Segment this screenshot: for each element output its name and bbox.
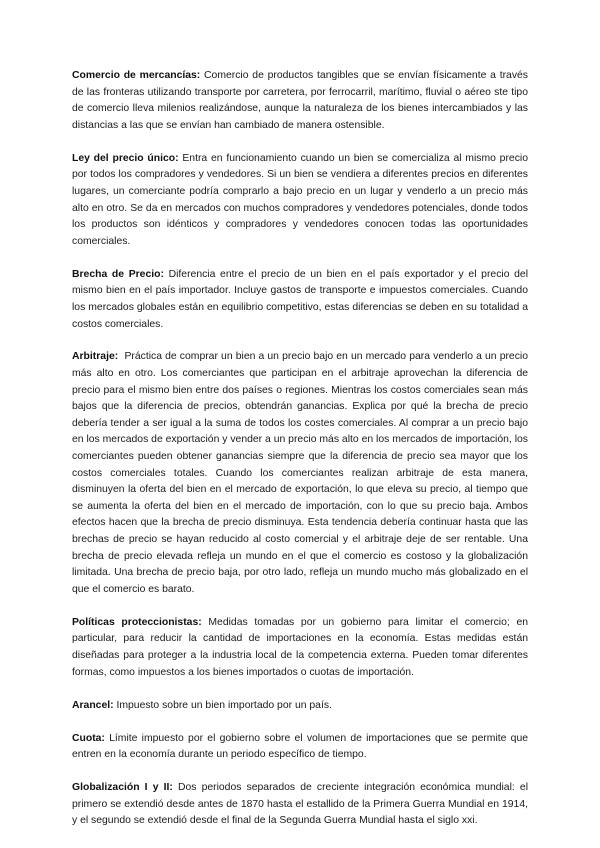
entry-definition: Medidas tomadas por un gobierno para limitar el comercio; en particular, para reducir la cantidad de importaciones en la economía. Estas medidas están diseñadas para proteger a la industria local de la competencia externa. Pueden tomar diferentes formas, como impuestos a los bienes importados o cuotas de importación. (72, 616, 529, 678)
entry-term: Arancel: (72, 699, 114, 711)
entry-term: Brecha de Precio: (72, 268, 164, 280)
glossary-entry-ley-del-precio-unico (72, 151, 528, 251)
glossary-document (72, 68, 528, 846)
entry-definition: Diferencia entre el precio de un bien en el país exportador y el precio del mismo bien en el país importador. Incluye gastos de transporte e impuestos comerciales. Cuando los mercados globales están en equilibrio competitivo, estas diferencias se deben en su totalidad a costos comerciales. (72, 268, 529, 330)
entry-term: Comercio de mercancías: (72, 70, 201, 81)
glossary-entry-globalizacion (72, 780, 528, 830)
entry-definition: Límite impuesto por el gobierno sobre el volumen de importaciones que se permite que entren en la economía durante un periodo específico de tiempo. (72, 732, 528, 761)
entry-definition: Comercio de productos tangibles que se envían físicamente a través de las fronteras utilizando transporte por carretera, por ferrocarril, marítimo, fluvial o aéreo ste tipo de comercio lleva milenios realizándose, aunque la naturaleza de los bienes intercambiados y las distancias a las que se envían han cambiado de manera ostensible. (72, 70, 528, 131)
glossary-entry-arancel (72, 698, 528, 715)
entry-definition: Impuesto sobre un bien importado por un país. (116, 699, 332, 711)
glossary-entry-politicas-proteccionistas (72, 615, 528, 681)
entry-term: Políticas proteccionistas: (72, 616, 202, 628)
entry-definition: Práctica de comprar un bien a un precio bajo en un mercado para venderlo a un precio más alto en otro. Los comerciantes que participan en el arbitraje aprovechan la diferencia de precio para el mismo bien entre dos países o regiones. Mientras los costos comerciales sean más bajos que la diferencia de precios, obtendrán ganancias. Explica por qué la brecha de precio debería tender a ser igual a la suma de todos los costes comerciales. Al comprar a un precio bajo en los mercados de exportación y vender a un precio más alto en los mercados de importación, los comerciantes pueden obtener ganancias siempre que la diferencia de precio sea mayor que los costos comerciales totales. Cuando los comerciantes realizan arbitraje de esta manera, disminuyen la oferta del bien en el mercado de exportación, lo que eleva su precio, al tiempo que se aumenta la oferta del bien en el mercado de importación, con lo que su precio baja. Ambos efectos hacen que la brecha de precio disminuya. Esta tendencia debería continuar hasta que las brechas de precio se hayan reducido al costo comercial y el arbitraje deje de ser rentable. Una brecha de precio elevada refleja un mundo en el que el comercio es costoso y la globalización limitada. Una brecha de precio baja, por otro lado, refleja un mundo mucho más globalizado en el que el comercio es barato. (72, 351, 528, 595)
entry-term: Arbitraje: (72, 351, 119, 363)
entry-term: Cuota: (72, 732, 105, 744)
glossary-entry-cuota (72, 731, 528, 764)
entry-term: Ley del precio único: (72, 152, 179, 164)
glossary-entry-comercio-de-mercancias (72, 68, 528, 134)
entry-term: Globalización I y II: (72, 782, 173, 794)
entry-definition: Dos periodos separados de creciente integración económica mundial: el primero se extendió desde antes de 1870 hasta el estallido de la Primera Guerra Mundial en 1914, y el segundo se extendió desde el final de la Segunda Guerra Mundial hasta el siglo xxi. (72, 782, 529, 827)
glossary-entry-arbitraje (72, 349, 528, 598)
glossary-entry-brecha-de-precio (72, 267, 528, 333)
entry-definition: Entra en funcionamiento cuando un bien se comercializa al mismo precio por todos los compradores y vendedores. Si un bien se vendiera a diferentes precios en diferentes lugares, un comerciante podría comprarlo a bajo precio en un lugar y venderlo a un precio más alto en otro. Se da en mercados con muchos compradores y vendedores potenciales, donde todos los productos son idénticos y compradores y vendedores conocen todas las oportunidades comerciales. (72, 152, 528, 247)
